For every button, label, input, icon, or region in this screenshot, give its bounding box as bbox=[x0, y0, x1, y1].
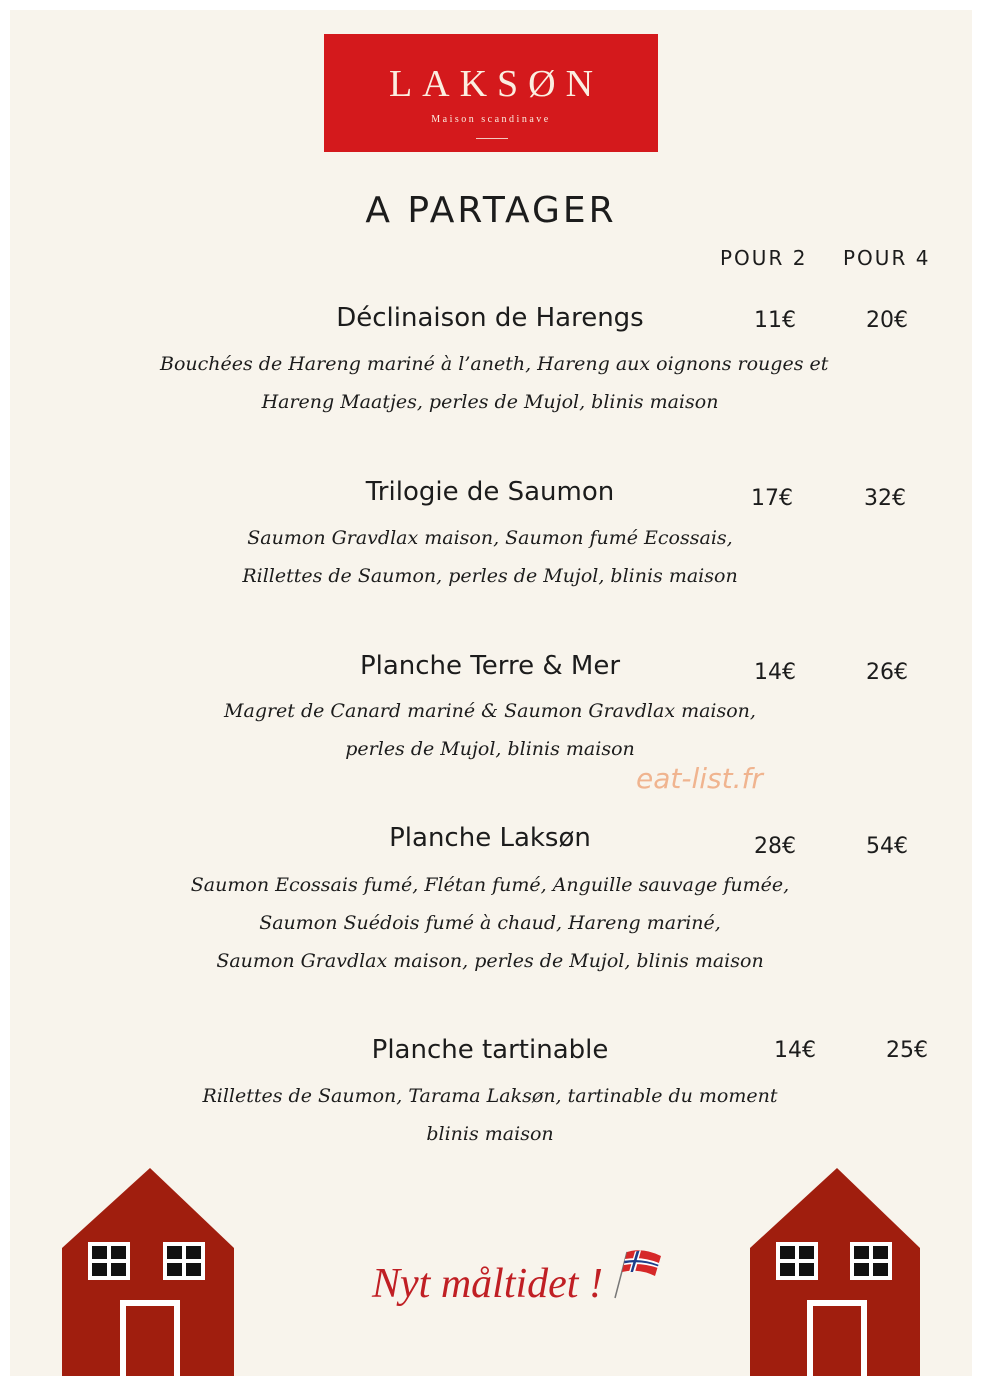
column-header-pour-2: POUR 2 bbox=[720, 246, 808, 270]
item-price-pour-4: 20€ bbox=[866, 308, 908, 333]
item-price-pour-4: 26€ bbox=[866, 660, 908, 685]
brand-name: LAKSØN bbox=[388, 63, 604, 105]
description-line: Rillettes de Saumon, Tarama Laksøn, tartinable du moment bbox=[202, 1085, 778, 1107]
item-description bbox=[160, 345, 829, 421]
house-icon bbox=[62, 1168, 234, 1376]
description-line: blinis maison bbox=[426, 1123, 554, 1145]
description-line: perles de Mujol, blinis maison bbox=[345, 738, 635, 760]
description-line: Rillettes de Saumon, perles de Mujol, blinis maison bbox=[242, 565, 738, 587]
item-price-pour-2: 11€ bbox=[754, 308, 796, 333]
description-line: Hareng Maatjes, perles de Mujol, blinis maison bbox=[261, 391, 719, 413]
house-icon bbox=[750, 1168, 920, 1376]
item-name: Planche Laksøn bbox=[389, 823, 591, 853]
item-name: Déclinaison de Harengs bbox=[336, 303, 644, 333]
logo-divider bbox=[476, 138, 508, 139]
description-line: Magret de Canard mariné & Saumon Gravdlax maison, bbox=[224, 700, 756, 722]
item-price-pour-2: 28€ bbox=[754, 834, 796, 859]
item-price-pour-2: 14€ bbox=[754, 660, 796, 685]
item-description bbox=[160, 1077, 820, 1153]
item-description bbox=[160, 692, 820, 768]
brand-tagline: Maison scandinave bbox=[431, 114, 551, 125]
menu-page bbox=[10, 10, 972, 1376]
description-line: Saumon Gravdlax maison, Saumon fumé Ecossais, bbox=[247, 527, 733, 549]
item-name: Planche tartinable bbox=[371, 1035, 609, 1065]
brand-logo bbox=[324, 34, 658, 152]
item-description bbox=[160, 866, 820, 980]
description-line: Saumon Suédois fumé à chaud, Hareng mariné, bbox=[259, 912, 721, 934]
description-line: Saumon Ecossais fumé, Flétan fumé, Anguille sauvage fumée, bbox=[190, 874, 790, 896]
item-price-pour-4: 54€ bbox=[866, 834, 908, 859]
description-line: Bouchées de Hareng mariné à l’aneth, Hareng aux oignons rouges et bbox=[160, 353, 829, 375]
item-name: Planche Terre & Mer bbox=[359, 651, 621, 681]
item-name: Trilogie de Saumon bbox=[365, 477, 615, 507]
item-price-pour-2: 17€ bbox=[751, 486, 793, 511]
item-price-pour-4: 32€ bbox=[864, 486, 906, 511]
norway-flag-icon bbox=[613, 1248, 665, 1300]
description-line: Saumon Gravdlax maison, perles de Mujol, blinis maison bbox=[216, 950, 764, 972]
watermark: eat-list.fr bbox=[636, 762, 763, 795]
column-header-pour-4: POUR 4 bbox=[843, 246, 931, 270]
section-title: A PARTAGER bbox=[365, 190, 617, 231]
item-price-pour-4: 25€ bbox=[886, 1038, 928, 1063]
item-price-pour-2: 14€ bbox=[774, 1038, 816, 1063]
item-description bbox=[160, 519, 820, 595]
closing-message: Nyt måltidet ! bbox=[372, 1261, 603, 1307]
